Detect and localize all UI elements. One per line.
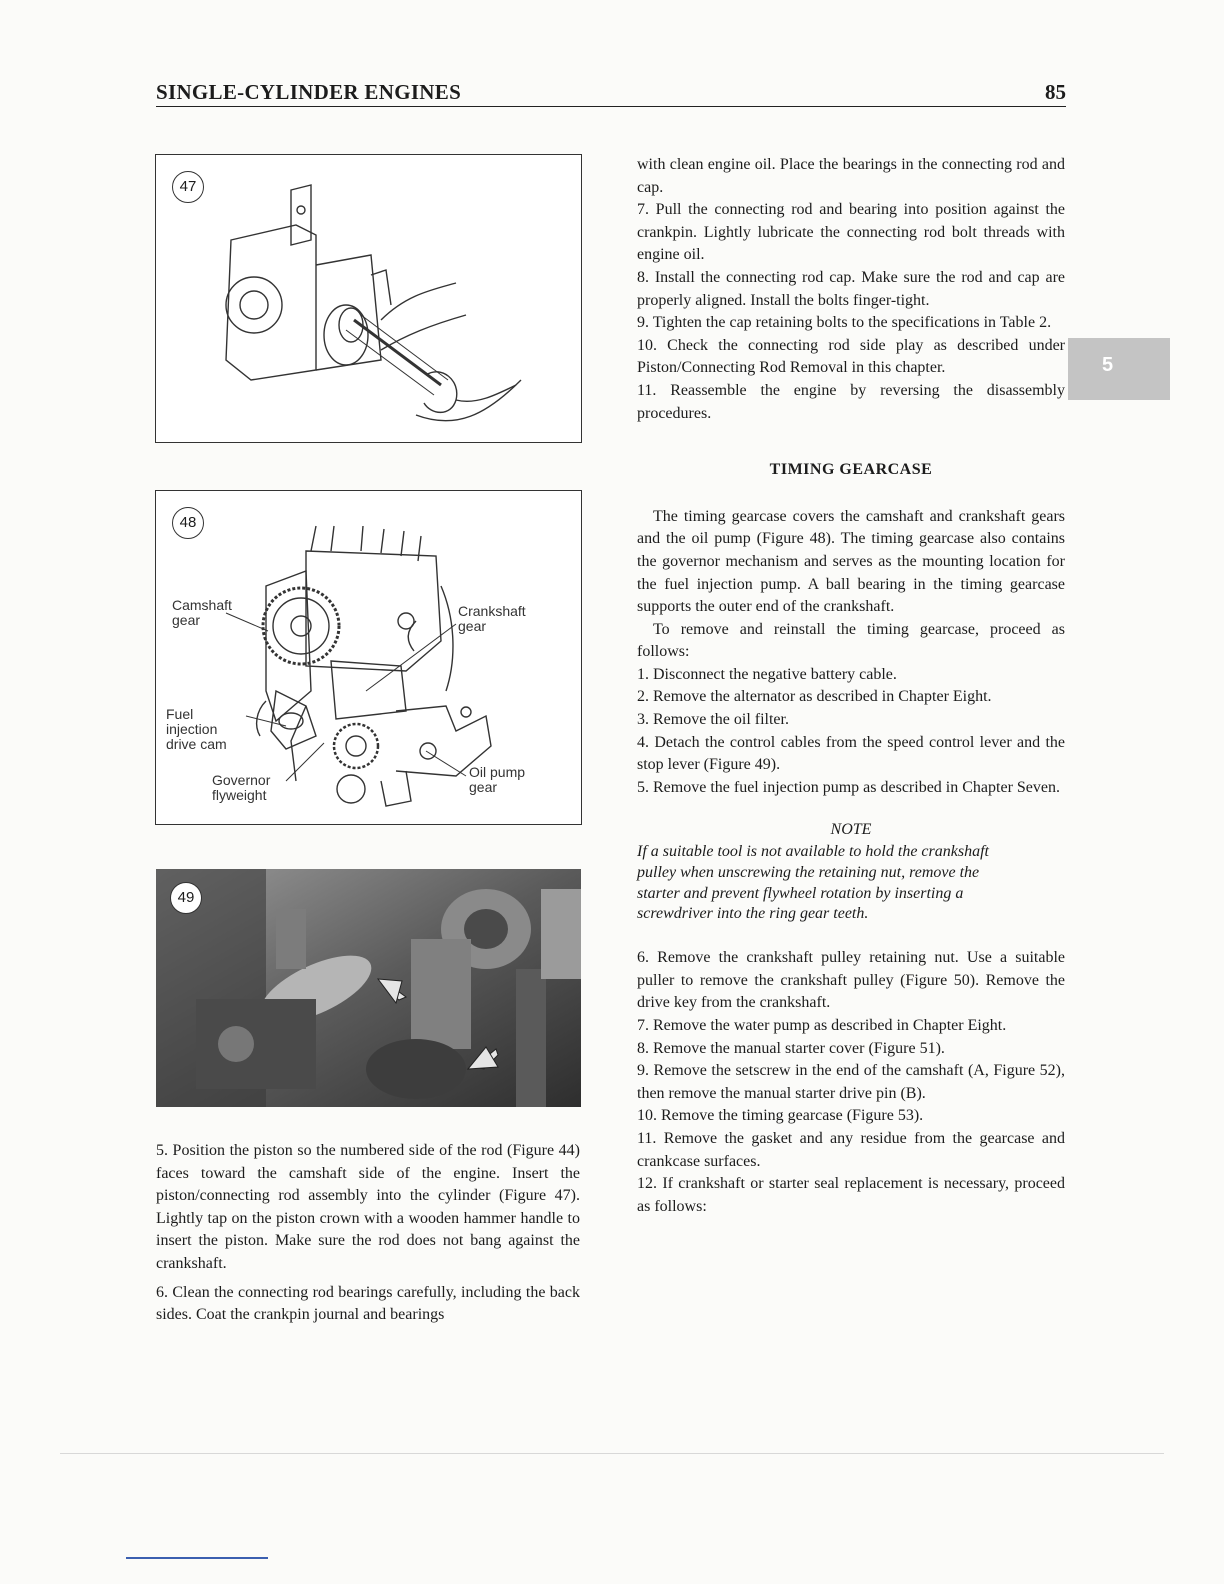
timing-step-4: 4. Detach the control cables from the speed control lever and the stop lever (Figure 49). bbox=[637, 733, 1065, 774]
note-text: If a suitable tool is not available to hold the crankshaft pulley when unscrewing the retaining nut, remove the starter and prevent flywheel rotation by inserting a screwdriver into the ring gear teeth. bbox=[637, 843, 989, 923]
step-6-continued: with clean engine oil. Place the bearings in the connecting rod and cap. bbox=[637, 156, 1065, 196]
step-6-clean-bearings: 6. Clean the connecting rod bearings carefully, including the back sides. Coat the crankpin journal and bearings bbox=[156, 1283, 580, 1324]
label-camshaft-gear: Camshaft gear bbox=[172, 597, 232, 628]
footer-rule bbox=[60, 1453, 1164, 1454]
label-crankshaft-gear: Crankshaft gear bbox=[458, 603, 526, 634]
label-governor-flyweight: Governor flyweight bbox=[212, 772, 271, 803]
left-column bbox=[156, 1140, 580, 1327]
footer-accent-line bbox=[126, 1557, 268, 1559]
figure-number: 48 bbox=[172, 507, 204, 539]
timing-step-6: 6. Remove the crankshaft pulley retaining nut. Use a suitable puller to remove the crankshaft pulley (Figure 50). Remove the drive key from the crankshaft. bbox=[637, 949, 1065, 1012]
figure-49 bbox=[156, 869, 581, 1107]
chapter-tab-number: 5 bbox=[1102, 354, 1114, 376]
step-8: 8. Install the connecting rod cap. Make sure the rod and cap are properly aligned. Install the bolts finger-tight. bbox=[637, 268, 1065, 309]
section-title-timing-gearcase: TIMING GEARCASE bbox=[769, 461, 933, 479]
timing-intro-2: To remove and reinstall the timing gearcase, proceed as follows: bbox=[637, 620, 1065, 661]
timing-step-3: 3. Remove the oil filter. bbox=[637, 711, 789, 729]
timing-step-10: 10. Remove the timing gearcase (Figure 53). bbox=[637, 1107, 924, 1125]
figure-48 bbox=[155, 490, 582, 825]
note-title: NOTE bbox=[830, 821, 872, 839]
timing-intro: The timing gearcase covers the camshaft and crankshaft gears and the oil pump (Figure 48). The timing gearcase also contains the governor mechanism and serves as the mounting location for the fuel injection pump. A ball bearing in the timing gearcase supports the outer end of the crankshaft. bbox=[637, 507, 1065, 616]
step-7: 7. Pull the connecting rod and bearing into position against the crankpin. Lightly lubricate the connecting rod bolt threads with engine oil. bbox=[637, 201, 1065, 264]
figure-number: 49 bbox=[170, 882, 202, 914]
page-header bbox=[156, 80, 1066, 107]
engine-photo bbox=[156, 869, 581, 1107]
figure-number: 47 bbox=[172, 171, 204, 203]
timing-step-2: 2. Remove the alternator as described in Chapter Eight. bbox=[637, 688, 992, 706]
step-5-position-piston: 5. Position the piston so the numbered side of the rod (Figure 44) faces toward the camshaft side of the engine. Insert the piston/connecting rod assembly into the cylinder (Figure 47). Lightly tap on the piston crown with a wooden hammer handle to insert the piston. Make sure the rod does not bang against the crankshaft. bbox=[156, 1142, 580, 1272]
chapter-title: SINGLE-CYLINDER ENGINES bbox=[156, 80, 462, 104]
timing-step-7: 7. Remove the water pump as described in Chapter Eight. bbox=[637, 1017, 1007, 1034]
timing-step-9: 9. Remove the setscrew in the end of the camshaft (A, Figure 52), then remove the manual starter drive pin (B). bbox=[637, 1062, 1065, 1102]
step-11: 11. Reassemble the engine by reversing the disassembly procedures. bbox=[637, 381, 1065, 422]
label-oil-pump-gear: Oil pump gear bbox=[469, 764, 526, 795]
figure-47 bbox=[155, 154, 582, 443]
label-fuel-injection-drive-cam: Fuel injection drive cam bbox=[166, 706, 227, 752]
timing-step-5: 5. Remove the fuel injection pump as described in Chapter Seven. bbox=[637, 778, 1060, 796]
timing-step-1: 1. Disconnect the negative battery cable. bbox=[637, 665, 897, 683]
piston-insertion-drawing bbox=[156, 155, 583, 444]
right-column bbox=[637, 154, 1065, 1218]
page-number: 85 bbox=[1045, 80, 1066, 104]
timing-step-12: 12. If crankshaft or starter seal replacement is necessary, proceed as follows: bbox=[637, 1175, 1065, 1215]
chapter-tab bbox=[1068, 338, 1170, 400]
note-box bbox=[637, 819, 1065, 925]
step-9: 9. Tighten the cap retaining bolts to the specifications in Table 2. bbox=[637, 314, 1052, 332]
step-10: 10. Check the connecting rod side play as described under Piston/Connecting Rod Removal in this chapter. bbox=[637, 336, 1065, 377]
timing-step-8: 8. Remove the manual starter cover (Figure 51). bbox=[637, 1039, 945, 1057]
timing-step-11: 11. Remove the gasket and any residue from the gearcase and crankcase surfaces. bbox=[637, 1129, 1065, 1170]
